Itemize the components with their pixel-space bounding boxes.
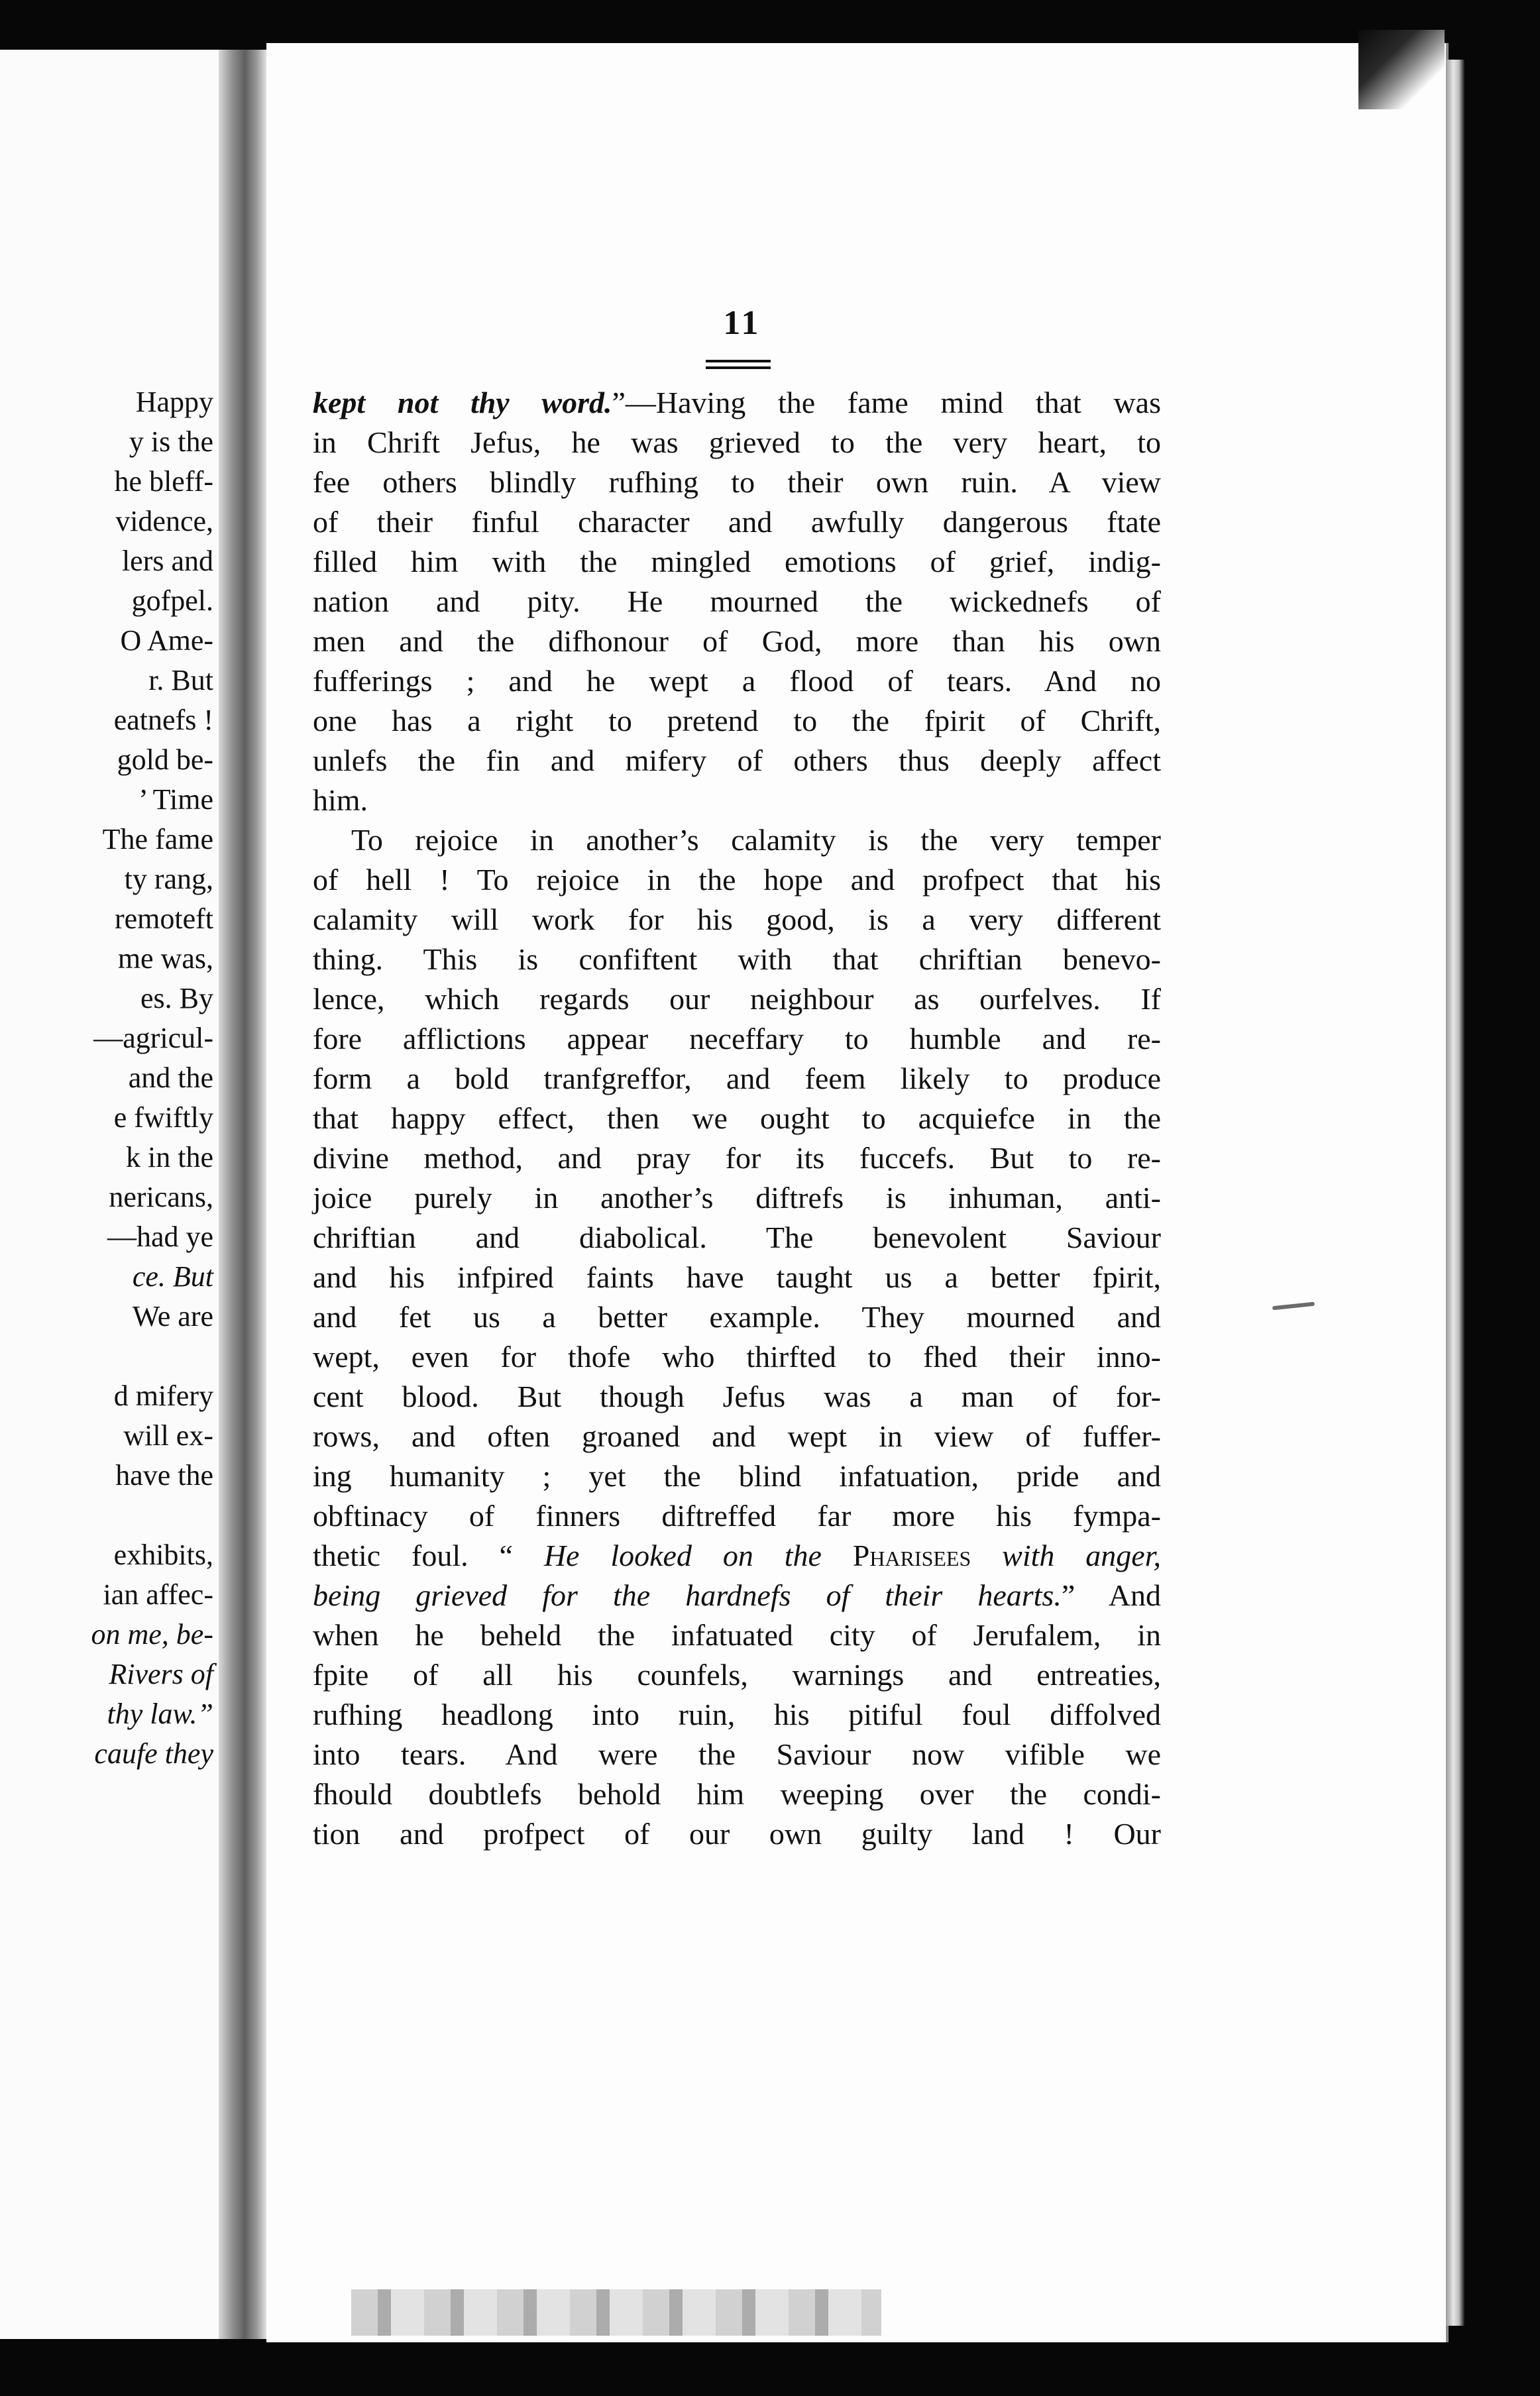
text-run: ” And: [1061, 1578, 1161, 1612]
text-line: rows, and often groaned and wept in view of fuffer-: [313, 1419, 1161, 1453]
left-page-line: lers and: [121, 545, 213, 577]
left-page-line: —agricul-: [93, 1022, 213, 1054]
text-run: thetic foul. “: [313, 1539, 544, 1572]
book-gutter: [219, 50, 266, 2339]
left-page-line: exhibits,: [113, 1539, 213, 1571]
text-line: him.: [313, 783, 368, 817]
left-page-line: We are: [132, 1300, 213, 1333]
text-line: rufhing headlong into ruin, his pitiful foul diffolved: [313, 1698, 1161, 1731]
text-line: ing humanity ; yet the blind infatuation, pride and: [313, 1459, 1161, 1493]
left-page-line: eatnefs !: [113, 704, 213, 736]
left-page-line: remoteft: [114, 902, 213, 935]
left-page-line: and the: [128, 1062, 213, 1094]
text-line: fore afflictions appear neceffary to humble and re-: [313, 1022, 1161, 1056]
left-page-line: d mifery: [113, 1380, 213, 1412]
text-line: of their finful character and awfully dangerous ftate: [313, 505, 1161, 539]
page-number-rule: [706, 360, 771, 369]
left-page-line: O Ame-: [120, 624, 213, 657]
left-page-line: e fwiftly: [113, 1101, 213, 1134]
text-line: one has a right to pretend to the fpirit of Chrift,: [313, 704, 1161, 737]
text-line: chriftian and diabolical. The benevolent Saviour: [313, 1221, 1161, 1254]
torn-bottom-edge: [351, 2289, 881, 2336]
text-run: ”—Having the fame mind that was: [612, 386, 1161, 419]
left-page-line: vidence,: [115, 505, 213, 537]
text-line: in Chrift Jefus, he was grieved to the very heart, to: [313, 425, 1161, 459]
left-page-line: on me, be-: [91, 1618, 213, 1651]
paragraph-first-line: To rejoice in another’s calamity is the very temper: [351, 823, 1161, 857]
text-line: fufferings ; and he wept a flood of tears. And no: [313, 664, 1161, 698]
text-line: obftinacy of finners diftreffed far more his fympa-: [313, 1499, 1161, 1533]
left-page-line: ty rang,: [124, 863, 213, 895]
italic-quote: kept not thy word.: [313, 386, 612, 419]
left-page-line: he bleff-: [114, 465, 213, 498]
italic-quote: He looked on the: [543, 1539, 853, 1572]
text-line: divine method, and pray for its fuccefs. But to re-: [313, 1141, 1161, 1175]
text-line: men and the difhonour of God, more than his own: [313, 624, 1161, 658]
text-line: that happy effect, then we ought to acquiefce in the: [313, 1101, 1161, 1135]
text-line: nation and pity. He mourned the wickednefs of: [313, 584, 1161, 618]
left-page-line: will ex-: [123, 1419, 213, 1452]
left-facing-page: [0, 50, 219, 2339]
text-line: and fet us a better example. They mourned and: [313, 1300, 1161, 1334]
page-number: 11: [723, 304, 761, 342]
left-page-line: nericans,: [109, 1181, 213, 1213]
text-line: fee others blindly rufhing to their own ruin. A view: [313, 465, 1161, 499]
left-page-line: gold be-: [117, 743, 213, 776]
text-line: wept, even for thofe who thirfted to fhed their inno-: [313, 1340, 1161, 1374]
left-page-line: Happy: [135, 386, 213, 418]
left-page-line: es. By: [140, 982, 213, 1014]
italic-quote: being grieved for the hardnefs of their hearts.: [313, 1578, 1062, 1612]
text-line: thing. This is confiftent with that chriftian benevo-: [313, 942, 1161, 976]
left-page-line: ’ Time: [138, 783, 213, 816]
text-line: cent blood. But though Jefus was a man of for-: [313, 1380, 1161, 1413]
text-line: lence, which regards our neighbour as ourfelves. If: [313, 982, 1161, 1016]
text-line: filled him with the mingled emotions of grief, indig-: [313, 545, 1161, 578]
small-caps-word: Pharisees: [852, 1539, 971, 1572]
left-page-line: me was,: [117, 942, 213, 975]
text-line: joice purely in another’s diftrefs is inhuman, anti-: [313, 1181, 1161, 1215]
page-corner-curl: [1358, 30, 1445, 109]
left-page-line: k in the: [126, 1141, 213, 1173]
left-page-line: gofpel.: [131, 584, 213, 617]
text-line: of hell ! To rejoice in the hope and profpect that his: [313, 863, 1161, 897]
text-line: calamity will work for his good, is a very different: [313, 902, 1161, 936]
text-line: fpite of all his counfels, warnings and entreaties,: [313, 1658, 1161, 1692]
text-line: when he beheld the infatuated city of Jerufalem, in: [313, 1618, 1161, 1652]
left-page-line: —had ye: [107, 1221, 213, 1253]
left-page-line: thy law.”: [107, 1698, 213, 1730]
text-line: and his infpired faints have taught us a better fpirit,: [313, 1260, 1161, 1294]
text-line: [313, 1536, 1161, 1576]
left-page-line: ian affec-: [103, 1578, 213, 1611]
left-page-line: y is the: [129, 425, 213, 458]
text-line: into tears. And were the Saviour now vifible we: [313, 1737, 1161, 1771]
page-edge: [1446, 60, 1464, 2326]
left-page-line: ce. But: [132, 1260, 213, 1293]
text-line: fhould doubtlefs behold him weeping over the condi-: [313, 1777, 1161, 1811]
text-line: unlefs the fin and mifery of others thus deeply affect: [313, 743, 1161, 777]
text-line: [313, 1576, 1161, 1615]
left-page-line: have the: [115, 1459, 213, 1492]
text-line: tion and profpect of our own guilty land ! Our: [313, 1817, 1161, 1851]
text-line: [313, 383, 1161, 423]
text-line: form a bold tranfgreffor, and feem likely to produce: [313, 1062, 1161, 1095]
left-page-line: The fame: [102, 823, 213, 855]
left-page-line: Rivers of: [109, 1658, 213, 1690]
left-page-line: r. But: [148, 664, 213, 696]
italic-quote: with anger,: [971, 1539, 1161, 1572]
left-page-line: caufe they: [94, 1737, 213, 1770]
